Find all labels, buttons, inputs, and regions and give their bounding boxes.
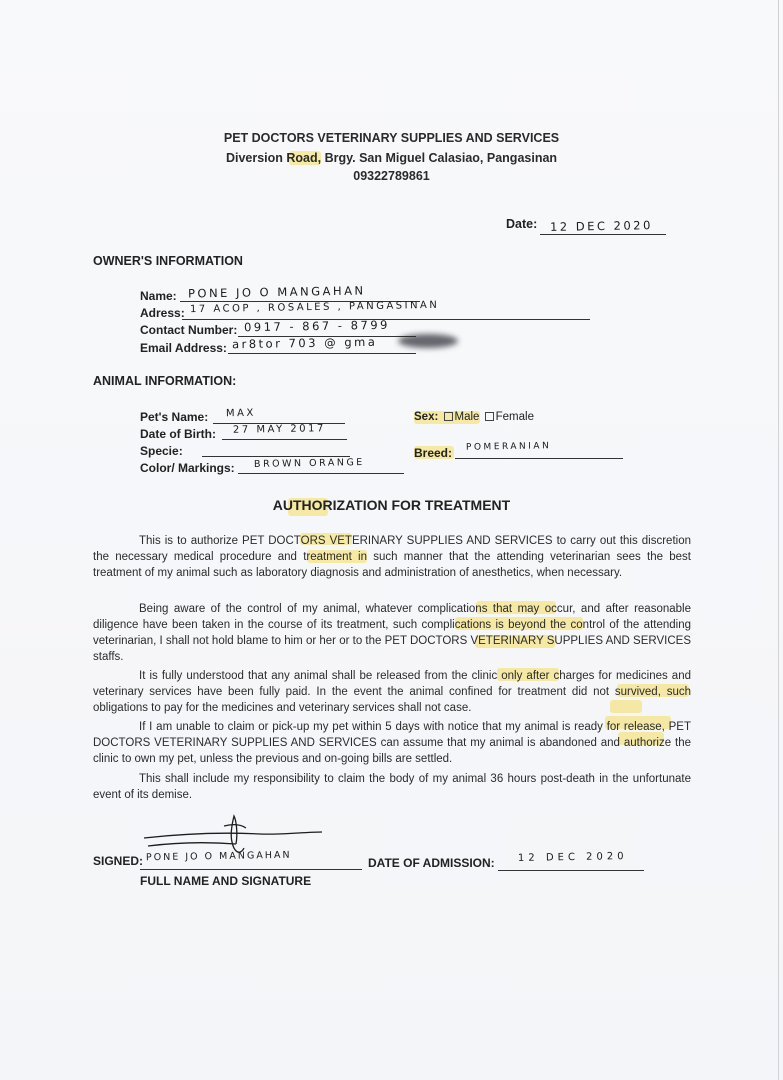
fullname-signature-label: FULL NAME AND SIGNATURE xyxy=(140,874,312,888)
signed-name-value: PONE JO O MANGAHAN xyxy=(145,849,292,864)
redaction-smudge xyxy=(398,334,458,348)
breed-value: POMERANIAN xyxy=(465,441,552,453)
male-option: Male xyxy=(454,411,480,423)
authorization-paragraph-5 xyxy=(93,771,691,803)
admission-date-label: DATE OF ADMISSION: xyxy=(368,856,495,870)
dob-line xyxy=(222,439,347,440)
paragraph-2-text: Being aware of the control of my animal, whatever complications that may occur, and after reasonable diligence have been taken in the course of its treatment, such complications is beyond the control of the attending veterinarian, I shall not hold blame to him or her or to the PET DOCTORS VETERINARY SUPPLIES AND SERVICES staffs. xyxy=(93,603,691,663)
contact-number-value: 0917 - 867 - 8799 xyxy=(243,317,391,335)
signature-line xyxy=(140,869,362,870)
color-markings-label: Color/ Markings: xyxy=(140,461,235,475)
owner-address-label: Adress: xyxy=(140,306,185,320)
female-option: Female xyxy=(495,411,534,423)
paragraph-3-text: It is fully understood that any animal shall be released from the clinic only after charges for medicines and veterinary services have been fully paid. In the event the animal confined for treatment did not survived, such obligations to pay for the medicines and veterinary services shall not case. xyxy=(93,670,691,714)
email-line xyxy=(228,353,416,354)
authorization-paragraph-2 xyxy=(93,601,691,665)
authorization-paragraph-1 xyxy=(93,533,691,581)
sex-field xyxy=(414,411,534,423)
email-value: ar8tor 703 @ gma xyxy=(231,334,378,352)
clinic-address: Diversion Road, Brgy. San Miguel Calasiao, Pangasinan xyxy=(225,151,558,165)
admission-date-line xyxy=(498,870,644,871)
breed-line xyxy=(455,458,623,459)
signed-label: SIGNED: xyxy=(93,854,144,868)
animal-section-title: ANIMAL INFORMATION: xyxy=(93,374,237,388)
owner-address-value: 17 ACOP , ROSALES , PANGASINAN xyxy=(189,299,440,316)
pet-name-label: Pet's Name: xyxy=(140,410,209,424)
clinic-phone: 09322789861 xyxy=(353,169,430,183)
clinic-name: PET DOCTORS VETERINARY SUPPLIES AND SERVICES xyxy=(223,131,560,145)
date-value: 12 DEC 2020 xyxy=(549,218,653,234)
color-markings-line xyxy=(238,473,404,474)
sex-label: Sex: xyxy=(414,411,439,423)
contact-number-label: Contact Number: xyxy=(140,323,238,337)
pet-name-value: MAX xyxy=(225,407,256,420)
paragraph-5-text: This shall include my responsibility to claim the body of my animal 36 hours post-death in the unfortunate event of its demise. xyxy=(93,773,691,801)
authorization-paragraph-3 xyxy=(93,668,691,716)
owner-section-title: OWNER'S INFORMATION xyxy=(93,254,243,268)
male-checkbox[interactable] xyxy=(444,412,453,421)
color-markings-value: BROWN ORANGE xyxy=(253,457,365,470)
specie-label: Specie: xyxy=(140,444,183,458)
owner-name-value: PONE JO O MANGAHAN xyxy=(187,283,366,301)
paragraph-4-text: If I am unable to claim or pick-up my pet within 5 days with notice that my animal is ready for release, PET DOCTORS VETERINARY SUPPLIES AND SERVICES can assume that my animal is abandoned and authorize the clinic to own my pet, unless the previous and on-going bills are settled. xyxy=(93,721,691,765)
paragraph-1-text: This is to authorize PET DOCTORS VETERINARY SUPPLIES AND SERVICES to carry out this discretion the necessary medical procedure and treatment in such manner that the attending veterinarian sees the best treatment of my animal such as laboratory diagnosis and administration of anesthetics, when necessary. xyxy=(93,535,691,579)
authorization-paragraph-4 xyxy=(93,719,691,767)
female-checkbox[interactable] xyxy=(485,412,494,421)
email-label: Email Address: xyxy=(140,341,227,355)
date-underline xyxy=(540,234,666,235)
authorization-title: AUTHORIZATION FOR TREATMENT xyxy=(272,497,511,513)
dob-value: 27 MAY 2017 xyxy=(232,423,326,436)
breed-label: Breed: xyxy=(414,446,453,460)
date-label: Date: xyxy=(506,217,538,231)
dob-label: Date of Birth: xyxy=(140,427,216,441)
owner-name-label: Name: xyxy=(140,289,177,303)
admission-date-value: 12 DEC 2020 xyxy=(517,851,628,864)
